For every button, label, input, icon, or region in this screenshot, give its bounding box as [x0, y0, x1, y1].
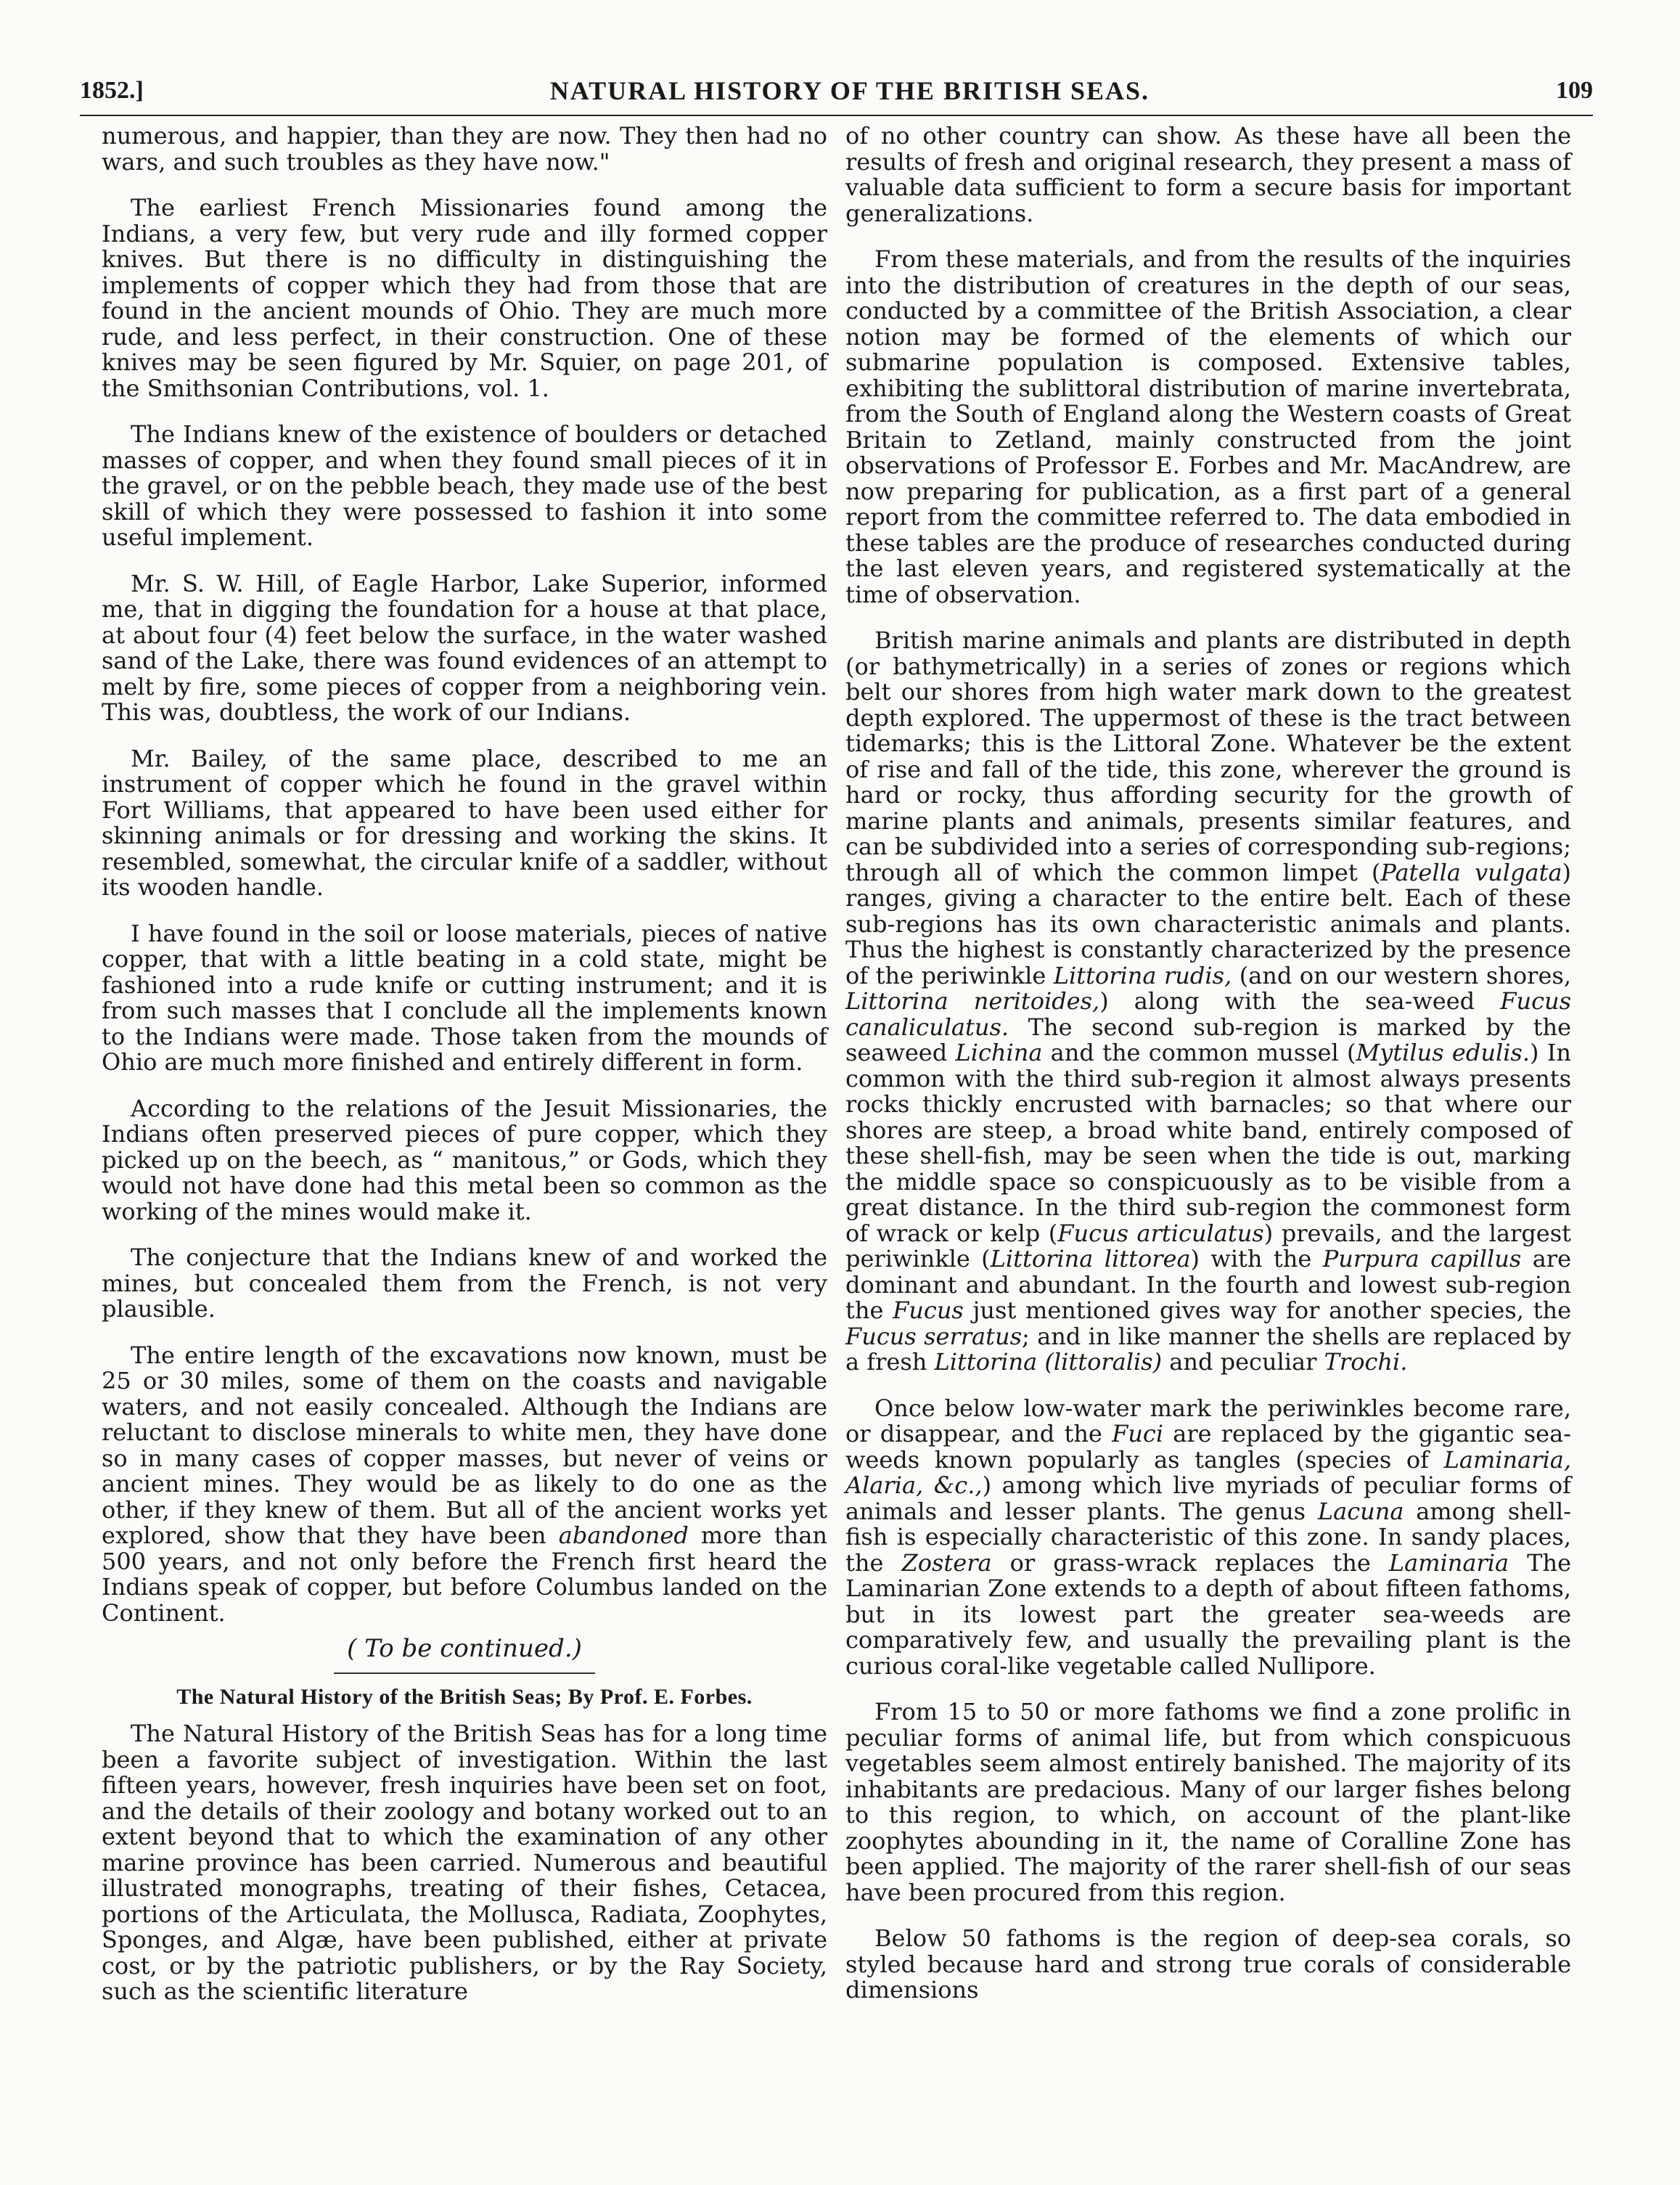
- species-name: Mytilus edulis.: [1356, 1039, 1531, 1066]
- paragraph: The Natural History of the British Seas has for a long time been a favorite subject of investigation. Within the last fifteen years, however, fresh inquiries have been set on foot, and the details of their zoology and botany worked out to an extent beyond that to which the examination of any other marine province has been carried. Numerous and beautiful illustrated monographs, treating of their fishes, Cetacea, portions of the Articulata, the Mollusca, Radiata, Zoophytes, Sponges, and Algæ, have been published, either at private cost, or by the patriotic publishers, or by the Ray Society, such as the scientific literature: [102, 1720, 827, 2005]
- text-run: ; and in like manner the shells are replaced by a fresh: [845, 1322, 1572, 1376]
- page-number: 109: [1556, 77, 1593, 104]
- species-name: Patella vulgata: [1380, 858, 1562, 886]
- text-run: Once below low-water mark the periwinkles become rare, or disappear, and the: [845, 1394, 1571, 1447]
- paragraph: numerous, and happier, than they are now. They then had no wars, and such troubles as they have now.": [102, 122, 827, 176]
- species-name: Fucus articulatus: [1057, 1219, 1264, 1247]
- paragraph: According to the relations of the Jesuit Missionaries, the Indians often preserved pieces of pure copper, which they picked up on the beech, as “ manitous,” or Gods, which they would not have done had this metal been so common as the working of the mines would make it.: [102, 1094, 827, 1225]
- right-column: [845, 123, 1571, 2024]
- paragraph: The Indians knew of the existence of boulders or detached masses of copper, and when they found small pieces of it in the gravel, or on the pebble beach, they made use of the best skill of which they were possessed to fashion it into some useful implement.: [102, 420, 827, 551]
- to-be-continued-note: ( To be continued.): [347, 1634, 582, 1663]
- species-name: Littorina (littoralis): [934, 1348, 1163, 1376]
- text-run: British marine animals and plants are distributed in depth (or bathymetrically) in a series of zones or regions which belt our shores from high water mark down to the greatest depth explored. The uppermost of these is the tract between tidemarks; this is the Littoral Zone. Whatever be the extent of rise and fall of the tide, this zone, wherever the ground is hard or rocky, thus affording security for the growth of marine plants and animals, presents similar features, and can be subdivided into a series of corresponding sub-regions; through all of which the common limpet (: [845, 626, 1571, 886]
- species-name: Fucus: [893, 1296, 964, 1324]
- header-title: NATURAL HISTORY OF THE BRITISH SEAS.: [549, 76, 1150, 105]
- paragraph: From these materials, and from the results of the inquiries into the distribution of creatures in the depth of our seas, conducted by a committee of the British Association, a clear notion may be formed of the elements of which our submarine population is composed. Extensive tables, exhibiting the sublittoral distribution of marine invertebrata, from the South of England along the Western coasts of Great Britain to Zetland, mainly constructed from the joint observations of Professor E. Forbes and Mr. MacAndrew, are now preparing for publication, as a first part of a general report from the committee referred to. The data embodied in these tables are the produce of researches conducted during the last eleven years, and registered systematically at the time of observation.: [845, 245, 1571, 608]
- text-run: ) In common with the third sub-region it almost always presents rocks thickly encrusted with barnacles; so that where our shores are steep, a broad white band, entirely composed of these shell-fish, may be seen when the tide is out, marking the middle space so conspicuously as to be visible from a great distance. In the third sub-region the commonest form of wrack or kelp (: [845, 1039, 1572, 1247]
- text-run: are dominant and abundant. In the fourth and lowest sub-region the: [845, 1245, 1572, 1324]
- species-name: Laminaria, Alaria, &c.,: [845, 1445, 1571, 1499]
- paragraph: of no other country can show. As these have all been the results of fresh and original research, they present a mass of valuable data sufficient to form a secure basis for important generalizations.: [845, 122, 1571, 227]
- paragraph: [845, 628, 1571, 1376]
- species-name: Littorina littorea: [990, 1245, 1191, 1273]
- species-name: Purpura capillus: [1322, 1245, 1522, 1273]
- paragraph: Mr. Bailey, of the same place, described to me an instrument of copper which he found in the gravel within Fort Williams, that appeared to have been used either for skinning animals or for dressing and working the skins. It resembled, somewhat, the circular knife of a saddler, without its wooden handle.: [102, 744, 827, 901]
- left-column: [102, 123, 827, 2025]
- header-year: 1852.]: [80, 77, 144, 104]
- text-run: more than 500 years, and not only before the French first heard the Indians speak of copper, but before Columbus landed on the Continent.: [102, 1522, 828, 1627]
- text-run: and the common mussel (: [1042, 1039, 1356, 1066]
- text-run: are replaced by the gigantic sea-weeds known popularly as tangles (species of: [845, 1420, 1572, 1474]
- paragraph: I have found in the soil or loose materials, pieces of native copper, that with a little beating in a cold state, might be fashioned into a rude knife or cutting instrument; and it is from such masses that I conclude all the implements known to the Indians were made. Those taken from the mounds of Ohio are much more finished and entirely different in form.: [102, 919, 827, 1076]
- section-divider: [334, 1673, 595, 1674]
- text-run: ) prevails, and the largest periwinkle (: [845, 1219, 1572, 1273]
- species-name: Lichina: [955, 1039, 1043, 1066]
- text-run: ) among which live myriads of peculiar forms of animals and lesser plants. The genus: [845, 1471, 1572, 1525]
- text-run: ) with the: [1190, 1245, 1323, 1273]
- text-run: (and on our western shores,: [1232, 961, 1572, 989]
- paragraph: [845, 1396, 1571, 1680]
- header-rule: [80, 115, 1593, 116]
- text-run: ) ranges, giving a character to the entire belt. Each of these sub-regions has its own characteristic animals and plants. Thus the highest is constantly characterized by the presence of the periwinkle: [845, 858, 1572, 989]
- text-run: among shell-fish is especially characteristic of this zone. In sandy places, the: [845, 1497, 1571, 1577]
- paragraph: The conjecture that the Indians knew of and worked the mines, but concealed them from the French, is not very plausible.: [102, 1243, 827, 1323]
- running-header: [80, 65, 1593, 116]
- text-run: The entire length of the excavations now known, must be 25 or 30 miles, some of them on the coasts and navigable waters, and not easily concealed. Although the Indians are reluctant to disclose minerals to white men, they have done so in many cases of copper masses, but never of veins or ancient mines. They would be as likely to do one as the other, if they knew of them. But all of the ancient works yet explored, show that they have been: [102, 1341, 827, 1549]
- species-name: Fucus serratus: [845, 1322, 1023, 1350]
- species-name: Laminaria: [1388, 1548, 1509, 1577]
- species-name: Trochi.: [1324, 1348, 1408, 1376]
- paragraph: Below 50 fathoms is the region of deep-sea corals, so styled because hard and strong true corals of considerable dimensions: [845, 1924, 1571, 2004]
- text-run: ) along with the sea-weed: [1099, 987, 1501, 1015]
- paragraph: [102, 1343, 827, 1627]
- paragraph: The earliest French Missionaries found among the Indians, a very few, but very rude and illy formed copper knives. But there is no difficulty in distinguishing the implements of copper which they had from those that are found in the ancient mounds of Ohio. They are much more rude, and less perfect, in their construction. One of these knives may be seen figured by Mr. Squier, on page 201, of the Smithsonian Contributions, vol. 1.: [102, 194, 827, 402]
- text-run: just mentioned gives way for another species, the: [963, 1296, 1572, 1324]
- text-run: and peculiar: [1162, 1348, 1324, 1376]
- species-name: Fucus canaliculatus.: [845, 987, 1572, 1041]
- text-run: The second sub-region is marked by the seaweed: [845, 1013, 1571, 1066]
- article-title: The Natural History of the British Seas; By Prof. E. Forbes.: [176, 1684, 753, 1709]
- paragraph: Mr. S. W. Hill, of Eagle Harbor, Lake Superior, informed me, that in digging the foundation for a house at that place, at about four (4) feet below the surface, in the water washed sand of the Lake, there was found evidences of an attempt to melt by fire, some pieces of copper from a neighboring vein. This was, doubtless, the work of our Indians.: [102, 569, 827, 726]
- paragraph: From 15 to 50 or more fathoms we find a zone prolific in peculiar forms of animal life, but from which conspicuous vegetables seem almost entirely banished. The majority of its inhabitants are predacious. Many of our larger fishes belong to this region, to which, on account of the plant-like zoophytes abounding in it, the name of Coralline Zone has been applied. The majority of the rarer shell-fish of our seas have been procured from this region.: [845, 1698, 1571, 1906]
- text-run: or grass-wrack replaces the: [991, 1548, 1389, 1577]
- species-name: Fuci: [1112, 1420, 1164, 1447]
- species-name: Lacuna: [1317, 1497, 1404, 1525]
- species-name: Littorina rudis,: [1053, 961, 1232, 989]
- species-name: Littorina neritoides,: [845, 987, 1100, 1015]
- emphasis: abandoned: [558, 1522, 689, 1549]
- text-run: The Laminarian Zone extends to a depth of about fifteen fathoms, but in its lowest part the greater sea-weeds are comparatively few, and usually the prevailing plant is the curious coral-like vegetable called Nullipore.: [845, 1548, 1572, 1680]
- species-name: Zostera: [901, 1548, 992, 1577]
